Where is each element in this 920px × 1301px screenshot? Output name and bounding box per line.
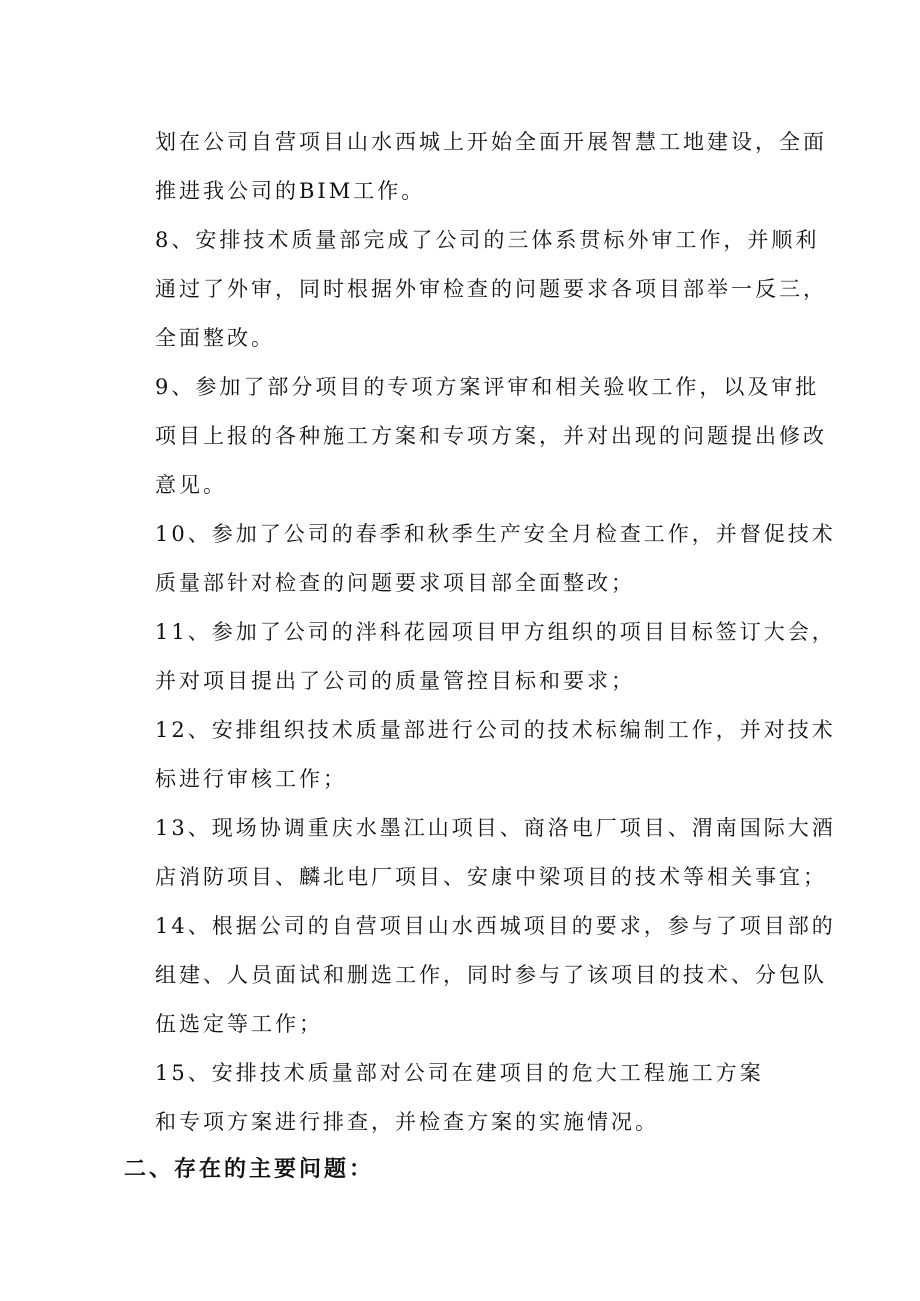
text-line: 13、现场协调重庆水墨江山项目、商洛电厂项目、渭南国际大酒 — [155, 816, 836, 840]
text-line: 通过了外审，同时根据外审检查的问题要求各项目部举一反三， — [155, 277, 827, 301]
text-line: 并对项目提出了公司的质量管控目标和要求； — [155, 669, 635, 693]
text-line: 店消防项目、麟北电厂项目、安康中梁项目的技术等相关事宜； — [155, 865, 827, 889]
text-line: 项目上报的各种施工方案和专项方案，并对出现的问题提出修改 — [155, 424, 827, 448]
text-line: 伍选定等工作； — [155, 1012, 323, 1036]
text-line: 划在公司自营项目山水西城上开始全面开展智慧工地建设，全面 — [155, 130, 827, 154]
text-line: 意见。 — [155, 473, 227, 497]
text-line: 组建、人员面试和删选工作，同时参与了该项目的技术、分包队 — [155, 963, 827, 987]
text-line: 15、安排技术质量部对公司在建项目的危大工程施工方案 — [155, 1061, 764, 1085]
text-line: 14、根据公司的自营项目山水西城项目的要求，参与了项目部的 — [155, 914, 836, 938]
text-line: 9、参加了部分项目的专项方案评审和相关验收工作，以及审批 — [155, 375, 820, 399]
text-line: 12、安排组织技术质量部进行公司的技术标编制工作，并对技术 — [155, 718, 836, 742]
text-line: 10、参加了公司的春季和秋季生产安全月检查工作，并督促技术 — [155, 522, 836, 546]
text-line: 全面整改。 — [155, 326, 275, 350]
text-line: 质量部针对检查的问题要求项目部全面整改； — [155, 571, 635, 595]
text-line: 8、安排技术质量部完成了公司的三体系贯标外审工作，并顺利 — [155, 228, 820, 252]
section-heading: 二、存在的主要问题： — [124, 1156, 375, 1182]
text-line: 标进行审核工作； — [155, 767, 347, 791]
text-line: 和专项方案进行排查，并检查方案的实施情况。 — [155, 1110, 659, 1134]
text-line: 推进我公司的BIM工作。 — [155, 179, 426, 203]
text-line: 11、参加了公司的泮科花园项目甲方组织的项目目标签订大会， — [155, 620, 836, 644]
